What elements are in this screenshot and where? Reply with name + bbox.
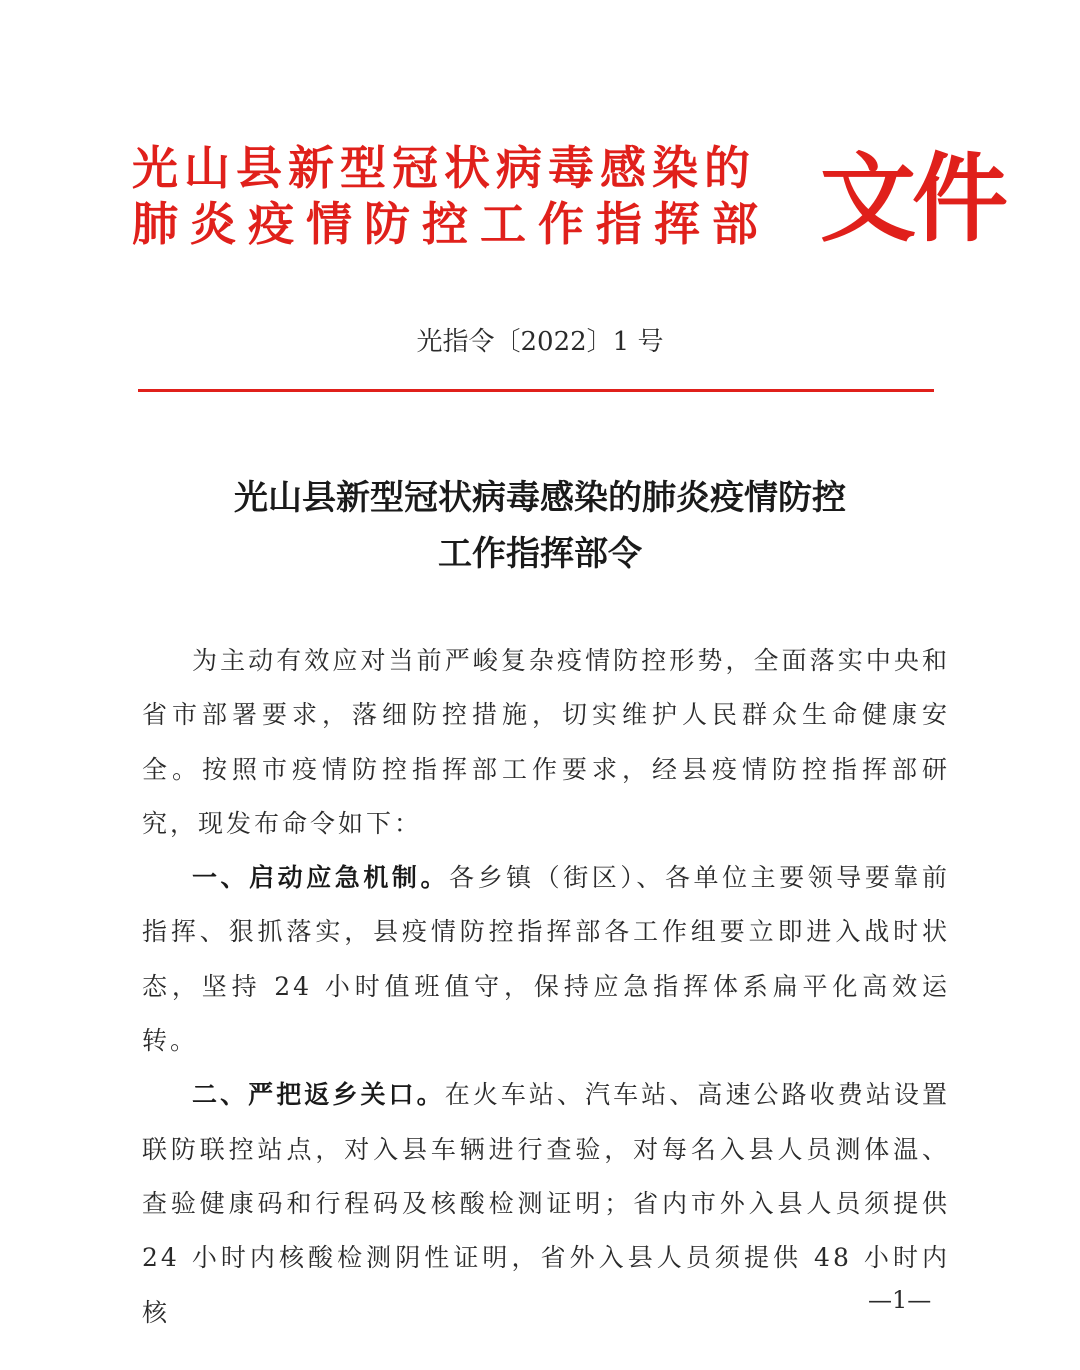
document-body	[142, 634, 950, 1340]
section-paragraph-1	[142, 851, 950, 1068]
intro-paragraph: 为主动有效应对当前严峻复杂疫情防控形势，全面落实中央和省市部署要求，落细防控措施，切实维护人民群众生命健康安全。按照市疫情防控指挥部工作要求，经县疫情防控指挥部研究，现发布命令如下：	[142, 646, 950, 838]
section-text-1: 各乡镇（街区）、各单位主要领导要靠前指挥、狠抓落实，县疫情防控指挥部各工作组要立即进入战时状态，坚持 24 小时值班值守，保持应急指挥体系扁平化高效运转。	[142, 863, 950, 1056]
masthead-document-label: 文件	[820, 143, 1004, 255]
section-paragraph-2	[142, 1068, 950, 1339]
document-number: 光指令〔2022〕1 号	[416, 327, 664, 357]
document-title-line-2: 工作指挥部令	[438, 534, 642, 574]
masthead-line-1: 光山县新型冠状病毒感染的	[132, 141, 756, 195]
masthead	[132, 140, 1004, 260]
masthead-line-2: 肺炎疫情防控工作指挥部	[132, 197, 770, 251]
document-title	[0, 470, 1080, 582]
section-heading-1: 一、启动应急机制。	[192, 863, 450, 893]
document-title-line-1: 光山县新型冠状病毒感染的肺炎疫情防控	[234, 478, 846, 518]
section-heading-2: 二、严把返乡关口。	[192, 1080, 445, 1110]
page-number: —1—	[868, 1286, 932, 1314]
section-text-2: 在火车站、汽车站、高速公路收费站设置联防联控站点，对入县车辆进行查验，对每名入县人员测体温、查验健康码和行程码及核酸检测证明；省内市外入县人员须提供 24 小时内核酸检测阴性证明，省外入县人员须提供 48 小时内核	[142, 1080, 950, 1327]
red-divider-line	[138, 389, 934, 392]
masthead-issuer	[132, 140, 812, 252]
